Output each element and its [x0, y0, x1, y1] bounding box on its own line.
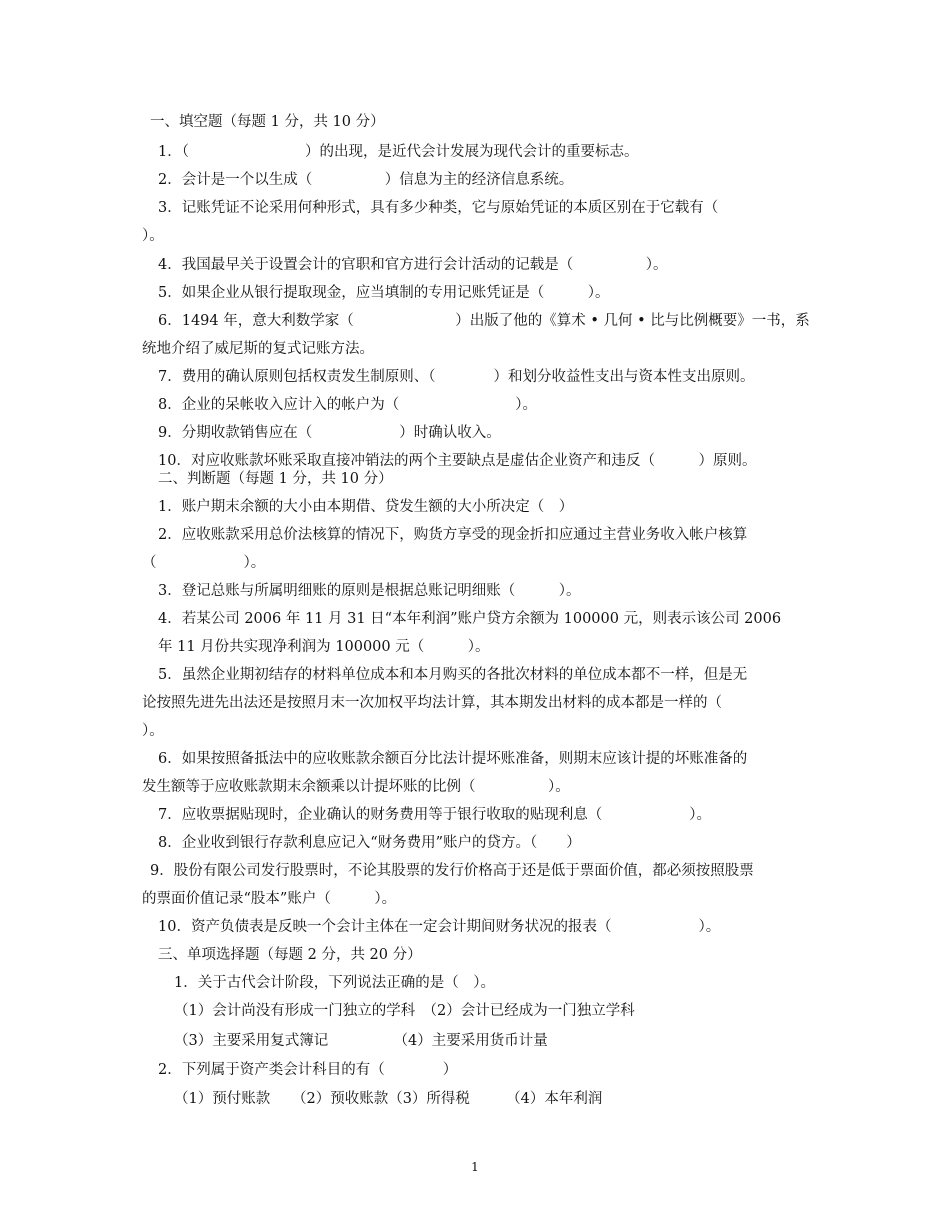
choice-question-1-options-b: （3）主要采用复式簿记 （4）主要采用货币计量 [174, 1033, 548, 1049]
fill-question-4: 4．我国最早关于设置会计的官职和官方进行会计活动的记载是（ ）。 [158, 257, 668, 273]
judge-question-5-cont: 论按照先进先出法还是按照月末一次加权平均法计算，其本期发出材料的成本都是一样的（ [142, 695, 722, 711]
fill-question-7: 7．费用的确认原则包括权责发生制原则、（ ）和划分收益性支出与资本性支出原则。 [158, 369, 755, 385]
judge-question-1: 1．账户期末余额的大小由本期借、贷发生额的大小所决定（ ） [158, 499, 574, 515]
judge-question-2-cont: （ ）。 [142, 555, 266, 571]
fill-question-3: 3．记账凭证不论采用何种形式，具有多少种类，它与原始凭证的本质区别在于它载有（ [158, 200, 719, 216]
section-title-single-choice: 三、单项选择题（每题 2 分，共 20 分） [158, 947, 422, 963]
fill-question-8: 8．企业的呆帐收入应计入的帐户为（ ）。 [158, 397, 537, 413]
judge-question-3: 3．登记总账与所属明细账的原则是根据总账记明细账（ ）。 [158, 583, 581, 599]
judge-question-9-cont: 的票面价值记录“股本”账户（ ）。 [142, 891, 397, 907]
page-number: 1 [471, 1160, 479, 1174]
choice-question-1-options-a: （1）会计尚没有形成一门独立的学科 （2）会计已经成为一门独立学科 [174, 1003, 635, 1019]
choice-question-2: 2．下列属于资产类会计科目的有（ ） [158, 1062, 458, 1078]
fill-question-6: 6．1494 年，意大利数学家（ ）出版了他的《算术 • 几何 • 比与比例概要》一书，系 [158, 313, 810, 329]
section-title-fill-blank: 一、填空题（每题 1 分，共 10 分） [150, 114, 385, 130]
section-title-judgement: 二、判断题（每题 1 分，共 10 分） [158, 471, 393, 487]
fill-question-10: 10．对应收账款坏账采取直接冲销法的两个主要缺点是虚估企业资产和违反（ ）原则。 [158, 453, 757, 469]
judge-question-8: 8．企业收到银行存款利息应记入“财务费用”账户的贷方。（ ） [158, 835, 581, 851]
judge-question-7: 7．应收票据贴现时，企业确认的财务费用等于银行收取的贴现利息（ ）。 [158, 807, 711, 823]
judge-question-6-cont: 发生额等于应收账款期末余额乘以计提坏账的比例（ ）。 [142, 779, 570, 795]
judge-question-5-cont2: ）。 [142, 723, 164, 739]
judge-question-2: 2．应收账款采用总价法核算的情况下，购货方享受的现金折扣应通过主营业务收入帐户核算 [158, 527, 748, 543]
fill-question-2: 2．会计是一个以生成（ ）信息为主的经济信息系统。 [158, 172, 574, 188]
choice-question-1: 1．关于古代会计阶段，下列说法正确的是（ ）。 [174, 975, 495, 991]
fill-question-1: 1．（ ）的出现，是近代会计发展为现代会计的重要标志。 [158, 144, 639, 160]
choice-question-2-options: （1）预付账款 （2）预收账款（3）所得税 （4）本年利润 [174, 1091, 603, 1107]
judge-question-10: 10．资产负债表是反映一个会计主体在一定会计期间财务状况的报表（ ）。 [158, 919, 721, 935]
fill-question-6-cont: 统地介绍了威尼斯的复式记账方法。 [142, 341, 374, 357]
judge-question-6: 6．如果按照备抵法中的应收账款余额百分比法计提坏账准备，则期末应该计提的坏账准备的 [158, 751, 748, 767]
judge-question-4-cont: 年 11 月份共实现净利润为 100000 元（ ）。 [158, 639, 490, 655]
judge-question-4: 4．若某公司 2006 年 11 月 31 日“本年利润”账户贷方余额为 100000 元，则表示该公司 2006 [158, 611, 782, 627]
fill-question-9: 9．分期收款销售应在（ ）时确认收入。 [158, 425, 501, 441]
judge-question-9: 9．股份有限公司发行股票时，不论其股票的发行价格高于还是低于票面价值，都必须按照股票 [150, 863, 754, 879]
judge-question-5: 5．虽然企业期初结存的材料单位成本和本月购买的各批次材料的单位成本都不一样，但是无 [158, 667, 748, 683]
fill-question-3-cont: ）。 [142, 228, 164, 244]
fill-question-5: 5．如果企业从银行提取现金，应当填制的专用记账凭证是（ ）。 [158, 285, 610, 301]
